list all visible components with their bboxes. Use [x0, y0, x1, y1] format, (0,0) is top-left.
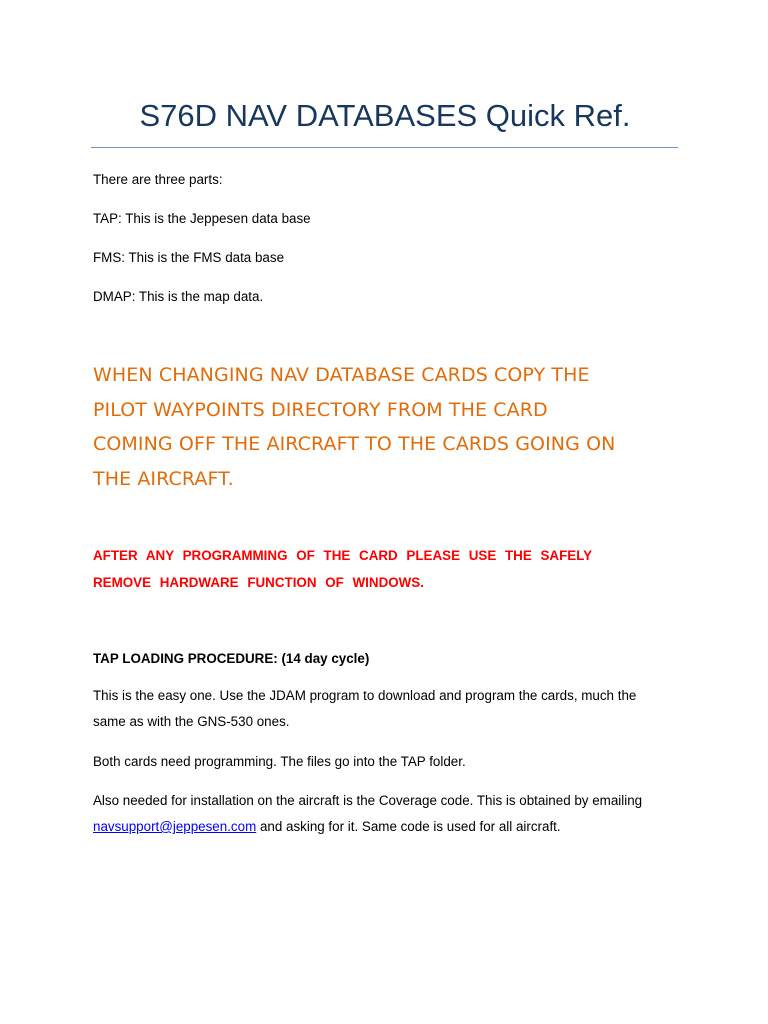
support-email-link[interactable]: navsupport@jeppesen.com — [93, 819, 257, 834]
tap-easy-paragraph — [93, 683, 683, 735]
title-underline-divider — [91, 147, 678, 148]
tap-procedure-heading: TAP LOADING PROCEDURE: (14 day cycle) — [93, 651, 370, 666]
copy-waypoints-warning-line: COMING OFF THE AIRCRAFT TO THE CARDS GOING ON — [93, 433, 616, 455]
tap-easy-line: same as with the GNS-530 ones. — [93, 714, 290, 729]
safely-remove-warning-line: REMOVE HARDWARE FUNCTION OF WINDOWS. — [93, 575, 424, 590]
intro-parts-line: There are three parts: — [93, 172, 223, 187]
coverage-code-line-2 — [93, 814, 683, 840]
both-cards-line: Both cards need programming. The files go into the TAP folder. — [93, 754, 466, 769]
copy-waypoints-warning — [93, 358, 683, 496]
intro-fms-line: FMS: This is the FMS data base — [93, 250, 285, 265]
page-title: S76D NAV DATABASES Quick Ref. — [139, 98, 631, 133]
copy-waypoints-warning-line: THE AIRCRAFT. — [93, 467, 234, 490]
coverage-code-line: Also needed for installation on the aircraft is the Coverage code. This is obtained by emailing — [93, 793, 643, 808]
intro-tap-line: TAP: This is the Jeppesen data base — [93, 211, 311, 226]
coverage-code-paragraph — [93, 788, 683, 840]
coverage-code-line-rest: and asking for it. Same code is used for all aircraft. — [256, 819, 561, 834]
safely-remove-warning — [93, 542, 613, 596]
tap-easy-line: This is the easy one. Use the JDAM program to download and program the cards, much the — [93, 688, 637, 703]
intro-dmap-line: DMAP: This is the map data. — [93, 289, 264, 304]
safely-remove-warning-line: AFTER ANY PROGRAMMING OF THE CARD PLEASE USE THE SAFELY — [93, 548, 593, 563]
copy-waypoints-warning-line: PILOT WAYPOINTS DIRECTORY FROM THE CARD — [93, 398, 548, 421]
copy-waypoints-warning-line: WHEN CHANGING NAV DATABASE CARDS COPY THE — [93, 364, 590, 386]
both-cards-paragraph — [93, 749, 683, 775]
